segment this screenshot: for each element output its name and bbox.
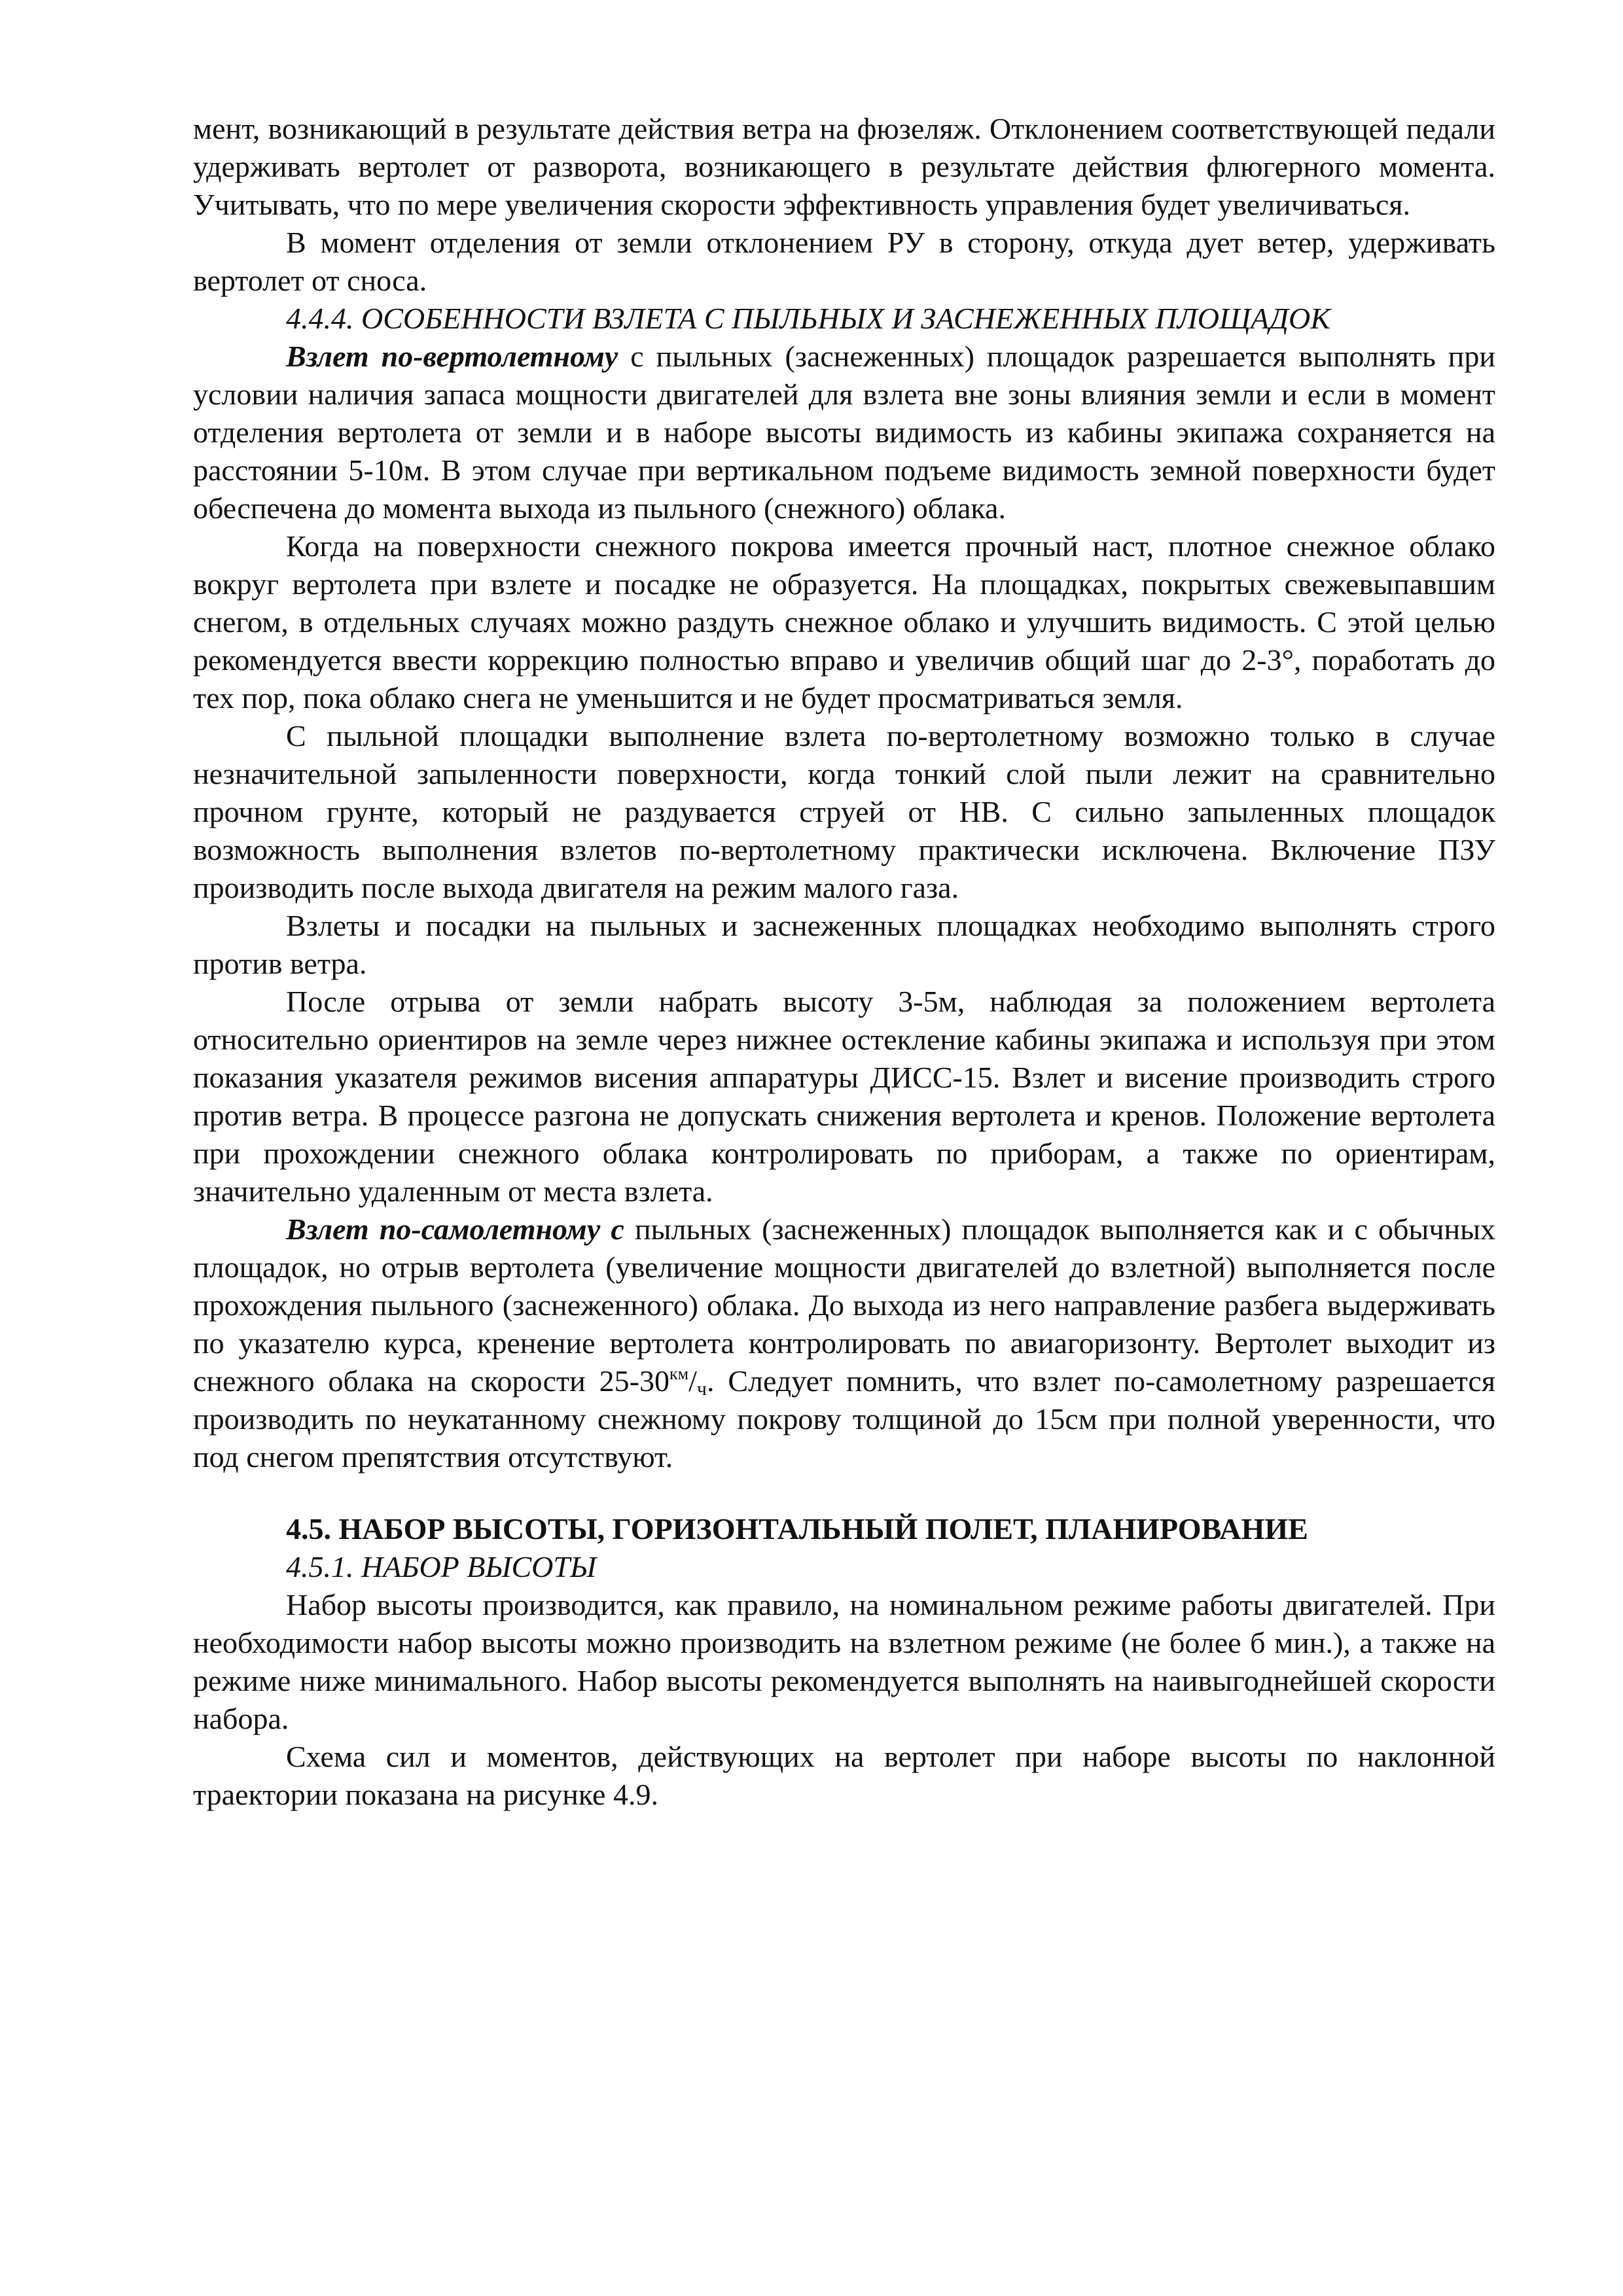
paragraph-after-liftoff: После отрыва от земли набрать высоту 3-5м, наблюдая за положением вертолета относительно ориентиров на земле через нижнее остекление кабины экипажа и используя при этом показания указателя режимов висения аппаратуры ДИСС-15. Взлет и висение производить строго против ветра. В процессе разгона не допускать снижения вертолета и кренов. Положение вертолета при прохождении снежного облака контролировать по приборам, а также по ориентирам, значительно удаленным от места взлета.	[193, 985, 1495, 1208]
paragraph-climb-mode: Набор высоты производится, как правило, на номинальном режиме работы двигателей. При необходимости набор высоты можно производить на взлетном режиме (не более б мин.), а также на режиме ниже минимального. Набор высоты рекомендуется выполнять на наивыгоднейшей скорости набора.	[193, 1588, 1495, 1735]
term-airplane-takeoff: Взлет по-самолетному с	[286, 1212, 624, 1246]
unit-hour: ч	[696, 1378, 707, 1400]
subsection-title-4-4-4: 4.4.4. ОСОБЕННОСТИ ВЗЛЕТА С ПЫЛЬНЫХ И ЗАСНЕЖЕННЫХ ПЛОЩАДОК	[286, 302, 1330, 335]
section-title-4-5: 4.5. НАБОР ВЫСОТЫ, ГОРИЗОНТАЛЬНЫЙ ПОЛЕТ, ПЛАНИРОВАНИЕ	[286, 1512, 1308, 1545]
paragraph-forces-diagram-ref: Схема сил и моментов, действующих на вертолет при наборе высоты по наклонной траектории показана на рисунке 4.9.	[193, 1740, 1495, 1811]
unit-km: км	[669, 1364, 689, 1383]
subsection-title-4-5-1: 4.5.1. НАБОР ВЫСОТЫ	[286, 1550, 597, 1583]
paragraph-wind-moment: мент, возникающий в результате действия ветра на фюзеляж. Отклонением соответствующей педали удерживать вертолет от разворота, возникающего в результате действия флюгерного момента. Учитывать, что по мере увеличения скорости эффективность управления будет увеличиваться.	[193, 112, 1495, 221]
unit-slash: /	[688, 1364, 697, 1398]
paragraph-against-wind: Взлеты и посадки на пыльных и заснеженных площадках необходимо выполнять строго против ветра.	[193, 909, 1495, 980]
paragraph-text: пыльных (заснеженных) площадок выполняется как и с обычных площадок, но отрыв вертолета (увеличение мощности двигателей до взлетной) выполняется после прохождения пыльного (заснеженного) облака. До выхода из него направление разбега выдерживать по указателю курса, кренение вертолета контролировать по авиагоризонту. Вертолет выходит из снежного облака на скорости 25-30	[193, 1212, 1495, 1398]
paragraph-helicopter-takeoff	[193, 338, 1495, 527]
term-helicopter-takeoff: Взлет по-вертолетному	[286, 340, 618, 373]
paragraph-lift-off-drift: В момент отделения от земли отклонением РУ в сторону, откуда дует ветер, удерживать вертолет от сноса.	[193, 226, 1495, 297]
document-page	[193, 110, 1495, 1814]
paragraph-text: . Следует помнить, что взлет по-самолетному разрешается производить по неукатанному снежному покрову толщиной до 15см при полной уверенности, что под снегом препятствия отсутствуют.	[193, 1364, 1495, 1474]
paragraph-airplane-takeoff	[193, 1210, 1495, 1476]
paragraph-snow-crust: Когда на поверхности снежного покрова имеется прочный наст, плотное снежное облако вокруг вертолета при взлете и посадке не образуется. На площадках, покрытых свежевыпавшим снегом, в отдельных случаях можно раздуть снежное облако и улучшить видимость. С этой целью рекомендуется ввести коррекцию полностью вправо и увеличив общий шаг до 2-3°, поработать до тех пор, пока облако снега не уменьшится и не будет просматриваться земля.	[193, 529, 1495, 715]
paragraph-dusty-site: С пыльной площадки выполнение взлета по-вертолетному возможно только в случае незначительной запыленности поверхности, когда тонкий слой пыли лежит на сравнительно прочном грунте, который не раздувается струей от НВ. С сильно запыленных площадок возможность выполнения взлетов по-вертолетному практически исключена. Включение ПЗУ производить после выхода двигателя на режим малого газа.	[193, 719, 1495, 904]
paragraph-text: с пыльных (заснеженных) площадок разрешается выполнять при условии наличия запаса мощности двигателей для взлета вне зоны влияния земли и если в момент отделения вертолета от земли и в наборе высоты видимость из кабины экипажа сохраняется на расстоянии 5-10м. В этом случае при вертикальном подъеме видимость земной поверхности будет обеспечена до момента выхода из пыльного (снежного) облака.	[193, 340, 1495, 525]
